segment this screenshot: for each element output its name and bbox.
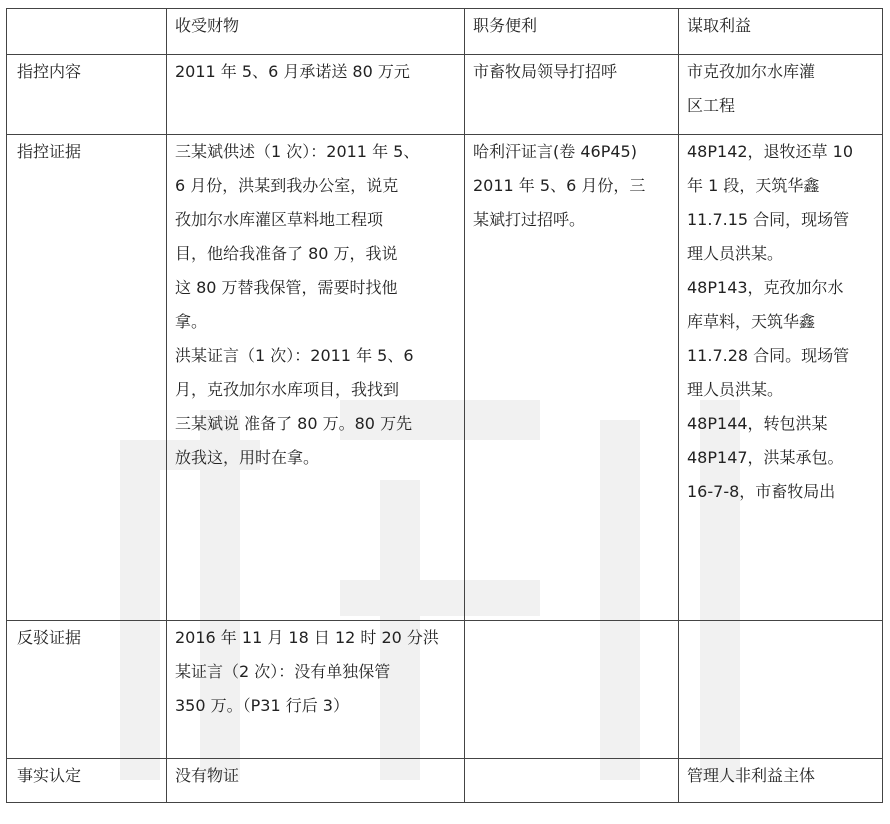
header-cell-bribe: 收受财物 [167,9,465,55]
cell-text-line: 库草料，天筑华鑫 [687,312,816,331]
cell-text-line: 年 1 段，天筑华鑫 [687,176,820,195]
header-row [7,9,883,55]
cell-duty [465,135,679,621]
cell-text-line: 市克孜加尔水库灌 [687,62,816,81]
cell-text-line: 管理人非利益主体 [687,766,816,785]
cell-text-line: 2011 年 5、6 月份，三 [473,176,646,195]
header-cell-empty [7,9,167,55]
cell-text-line: 放我这，用时在拿。 [175,448,320,467]
cell-benefit [679,135,883,621]
cell-text-line: 这 80 万替我保管，需要时找他 [175,278,398,297]
cell-benefit [679,759,883,803]
cell-text-line: 区工程 [687,96,736,115]
cell-benefit [679,621,883,759]
header-cell-duty: 职务便利 [465,9,679,55]
cell-bribe [167,135,465,621]
cell-text-line: 哈利汗证言(卷 46P45) [473,142,637,161]
row-rebuttal-evidence [7,621,883,759]
case-evidence-table [6,8,883,803]
row-label: 事实认定 [7,759,167,803]
cell-text-line: 350 万。（P31 行后 3） [175,696,349,715]
cell-text-line: 16-7-8，市畜牧局出 [687,482,836,501]
cell-text-line: 48P147，洪某承包。 [687,448,844,467]
cell-text-line: 月，克孜加尔水库项目，我找到 [175,380,400,399]
cell-text-line: 孜加尔水库灌区草料地工程项 [175,210,384,229]
cell-text-line: 三某斌说 准备了 80 万。80 万先 [175,414,413,433]
header-cell-benefit: 谋取利益 [679,9,883,55]
cell-text-line: 拿。 [175,312,208,331]
row-label: 反驳证据 [7,621,167,759]
cell-text-line: 48P142，退牧还草 10 [687,142,853,161]
cell-bribe [167,621,465,759]
cell-text-line: 理人员洪某。 [687,244,784,263]
row-label: 指控证据 [7,135,167,621]
cell-text-line: 48P143，克孜加尔水 [687,278,844,297]
cell-text-line: 2016 年 11 月 18 日 12 时 20 分洪 [175,628,439,647]
cell-text-line: 48P144，转包洪某 [687,414,828,433]
cell-text-line: 市畜牧局领导打招呼 [473,62,618,81]
cell-text-line: 6 月份，洪某到我办公室，说克 [175,176,399,195]
cell-duty [465,621,679,759]
row-allegation [7,55,883,135]
row-finding [7,759,883,803]
row-prosecution-evidence [7,135,883,621]
cell-text-line: 洪某证言（1 次）：2011 年 5、6 [175,346,414,365]
cell-benefit [679,55,883,135]
cell-duty [465,759,679,803]
cell-text-line: 某斌打过招呼。 [473,210,586,229]
cell-text-line: 理人员洪某。 [687,380,784,399]
cell-bribe [167,759,465,803]
cell-duty [465,55,679,135]
cell-text-line: 11.7.15 合同，现场管 [687,210,850,229]
cell-text-line: 没有物证 [175,766,240,785]
cell-text-line: 11.7.28 合同。现场管 [687,346,850,365]
cell-bribe [167,55,465,135]
row-label: 指控内容 [7,55,167,135]
cell-text-line: 三某斌供述（1 次）：2011 年 5、 [175,142,420,161]
cell-text-line: 目，他给我准备了 80 万，我说 [175,244,398,263]
cell-text-line: 某证言（2 次）：没有单独保管 [175,662,391,681]
cell-text-line: 2011 年 5、6 月承诺送 80 万元 [175,62,410,81]
